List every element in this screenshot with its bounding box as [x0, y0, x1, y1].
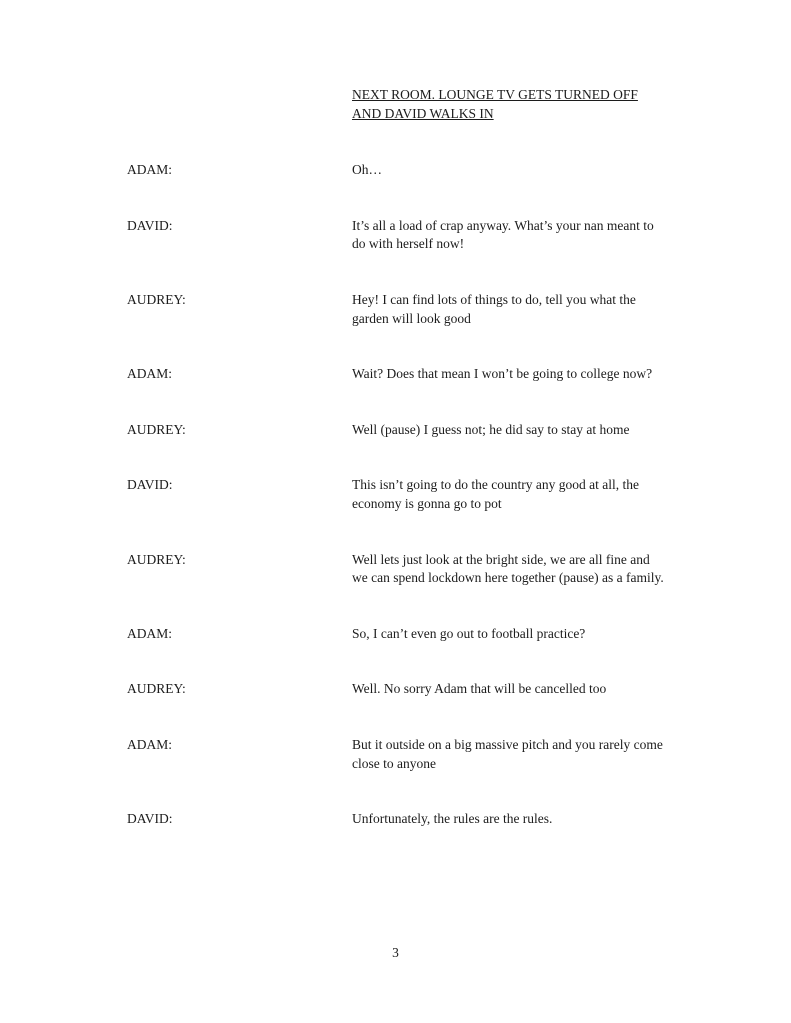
dialogue-row: [127, 810, 672, 829]
dialogue-row: [127, 476, 672, 513]
dialogue-text: Well lets just look at the bright side, we are all fine and we can spend lockdown here together (pause) as a family.: [352, 551, 664, 586]
dialogue-text: Wait? Does that mean I won’t be going to college now?: [352, 366, 653, 382]
scene-heading: NEXT ROOM. LOUNGE TV GETS TURNED OFF AND DAVID WALKS IN: [352, 87, 638, 121]
speaker-label: ADAM:: [127, 162, 173, 178]
dialogue-text: Well (pause) I guess not; he did say to stay at home: [352, 421, 630, 437]
dialogue-row: [127, 217, 672, 254]
speaker-label: DAVID:: [127, 217, 173, 233]
script-content: [127, 86, 672, 866]
speaker-label: DAVID:: [127, 811, 173, 827]
page-number: 3: [392, 945, 399, 960]
dialogue-row: [127, 291, 672, 328]
dialogue-list: [127, 161, 672, 829]
dialogue-row: [127, 421, 672, 440]
dialogue-row: [127, 680, 672, 699]
speaker-label: DAVID:: [127, 477, 173, 493]
dialogue-text: Hey! I can find lots of things to do, tell you what the garden will look good: [352, 291, 636, 326]
dialogue-row: [127, 365, 672, 384]
dialogue-row: [127, 551, 672, 588]
dialogue-text: Unfortunately, the rules are the rules.: [352, 811, 553, 827]
speaker-label: ADAM:: [127, 736, 173, 752]
speaker-label: ADAM:: [127, 366, 173, 382]
dialogue-row: [127, 736, 672, 773]
speaker-label: AUDREY:: [127, 421, 186, 437]
dialogue-text: Oh…: [352, 162, 382, 178]
speaker-label: AUDREY:: [127, 291, 186, 307]
dialogue-text: So, I can’t even go out to football practice?: [352, 625, 586, 641]
dialogue-text: This isn’t going to do the country any good at all, the economy is gonna go to pot: [352, 477, 639, 511]
dialogue-text: It’s all a load of crap anyway. What’s your nan meant to do with herself now!: [352, 217, 654, 252]
dialogue-row: [127, 161, 672, 180]
dialogue-text: But it outside on a big massive pitch and you rarely come close to anyone: [352, 736, 663, 771]
speaker-label: AUDREY:: [127, 551, 186, 567]
speaker-label: ADAM:: [127, 625, 173, 641]
speaker-label: AUDREY:: [127, 681, 186, 697]
dialogue-row: [127, 625, 672, 644]
dialogue-text: Well. No sorry Adam that will be cancelled too: [352, 681, 607, 697]
